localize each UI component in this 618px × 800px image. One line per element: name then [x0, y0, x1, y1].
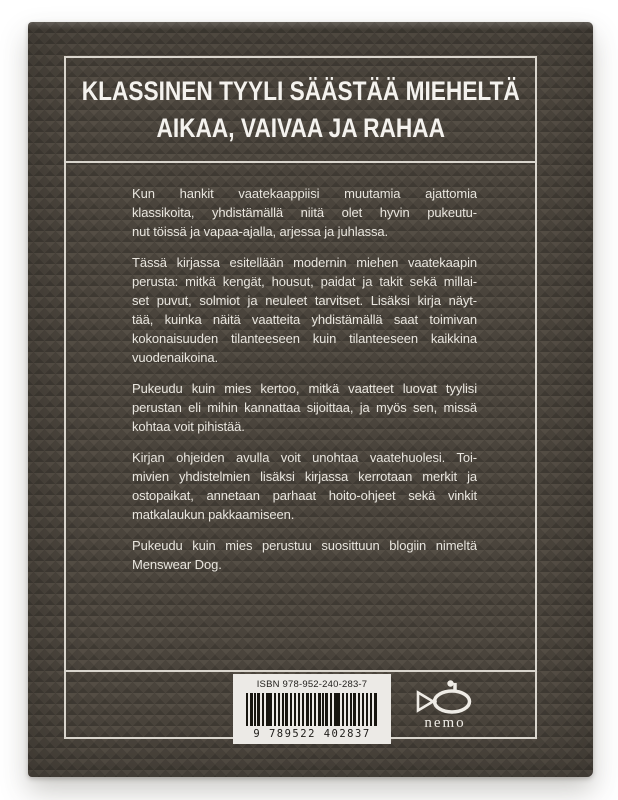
cover-title	[40, 73, 562, 147]
isbn-label: ISBN 978-952-240-283-7	[256, 679, 368, 690]
text-line: nut töissä ja vapaa-ajalla, arjessa ja juhlassa.	[132, 224, 389, 239]
text-line: Menswear Dog.	[132, 557, 222, 572]
text-line: set puvut, solmiot ja neuleet tarvitset. Lisäksi kirja näyt-	[132, 293, 477, 308]
text-line: Tässä kirjassa esitellään modernin miehen vaatekaapin	[132, 255, 477, 270]
text-line: mivien yhdistelmien lisäksi kirjassa kerrotaan merkit ja	[132, 469, 477, 484]
paragraph-2	[132, 253, 477, 367]
text-line: ostopaikat, annetaan parhaat hoito-ohjeet sekä vinkit	[132, 488, 477, 503]
text-line: perusta: mitkä kengät, housut, paidat ja takit sekä millai-	[132, 274, 477, 289]
text-line: Pukeudu kuin mies perustuu suosittuun blogiin nimeltä	[132, 538, 477, 553]
paragraph-4	[132, 448, 477, 524]
book-back-cover	[28, 22, 593, 777]
footer-separator-line	[66, 670, 535, 672]
text-line: klassikoita, yhdistämällä niitä olet hyvin pukeutu-	[132, 205, 477, 220]
text-line: vuodenaikoina.	[132, 350, 219, 365]
title-line: KLASSINEN TYYLI SÄÄSTÄÄ MIEHELTÄ	[81, 75, 520, 106]
cover-frame	[64, 56, 537, 739]
barcode	[246, 693, 378, 726]
publisher-logo	[390, 679, 500, 732]
text-line: Kun hankit vaatekaappiisi muutamia ajattomia	[132, 186, 477, 201]
text-line: Pukeudu kuin mies kertoo, mitkä vaatteet luovat tyylisi	[132, 381, 477, 396]
text-line: tää, kuinka näitä vaatteita yhdistämällä saat toimivan	[132, 312, 477, 327]
title-band	[66, 58, 535, 163]
text-line: perustan eli mihin kannattaa sijoittaa, ja myös sen, missä	[132, 400, 477, 415]
submarine-icon	[414, 679, 476, 715]
barcode-panel	[233, 674, 391, 744]
paragraph-5	[132, 536, 477, 574]
text-line: kohtaa voit pihistää.	[132, 419, 245, 434]
paragraph-1	[132, 184, 477, 241]
publisher-name: nemo	[424, 715, 466, 731]
back-cover-blurb	[132, 184, 477, 586]
title-line: AIKAA, VAIVAA JA RAHAA	[156, 112, 445, 143]
text-line: matkalaukun pakkaamiseen.	[132, 507, 295, 522]
ean-digits: 9 789522 402837	[253, 728, 371, 740]
text-line: Kirjan ohjeiden avulla voit unohtaa vaatehuolesi. Toi-	[132, 450, 477, 465]
paragraph-3	[132, 379, 477, 436]
text-line: kokonaisuuden tilanteeseen kuin tilanteeseen kaikkina	[132, 331, 477, 346]
